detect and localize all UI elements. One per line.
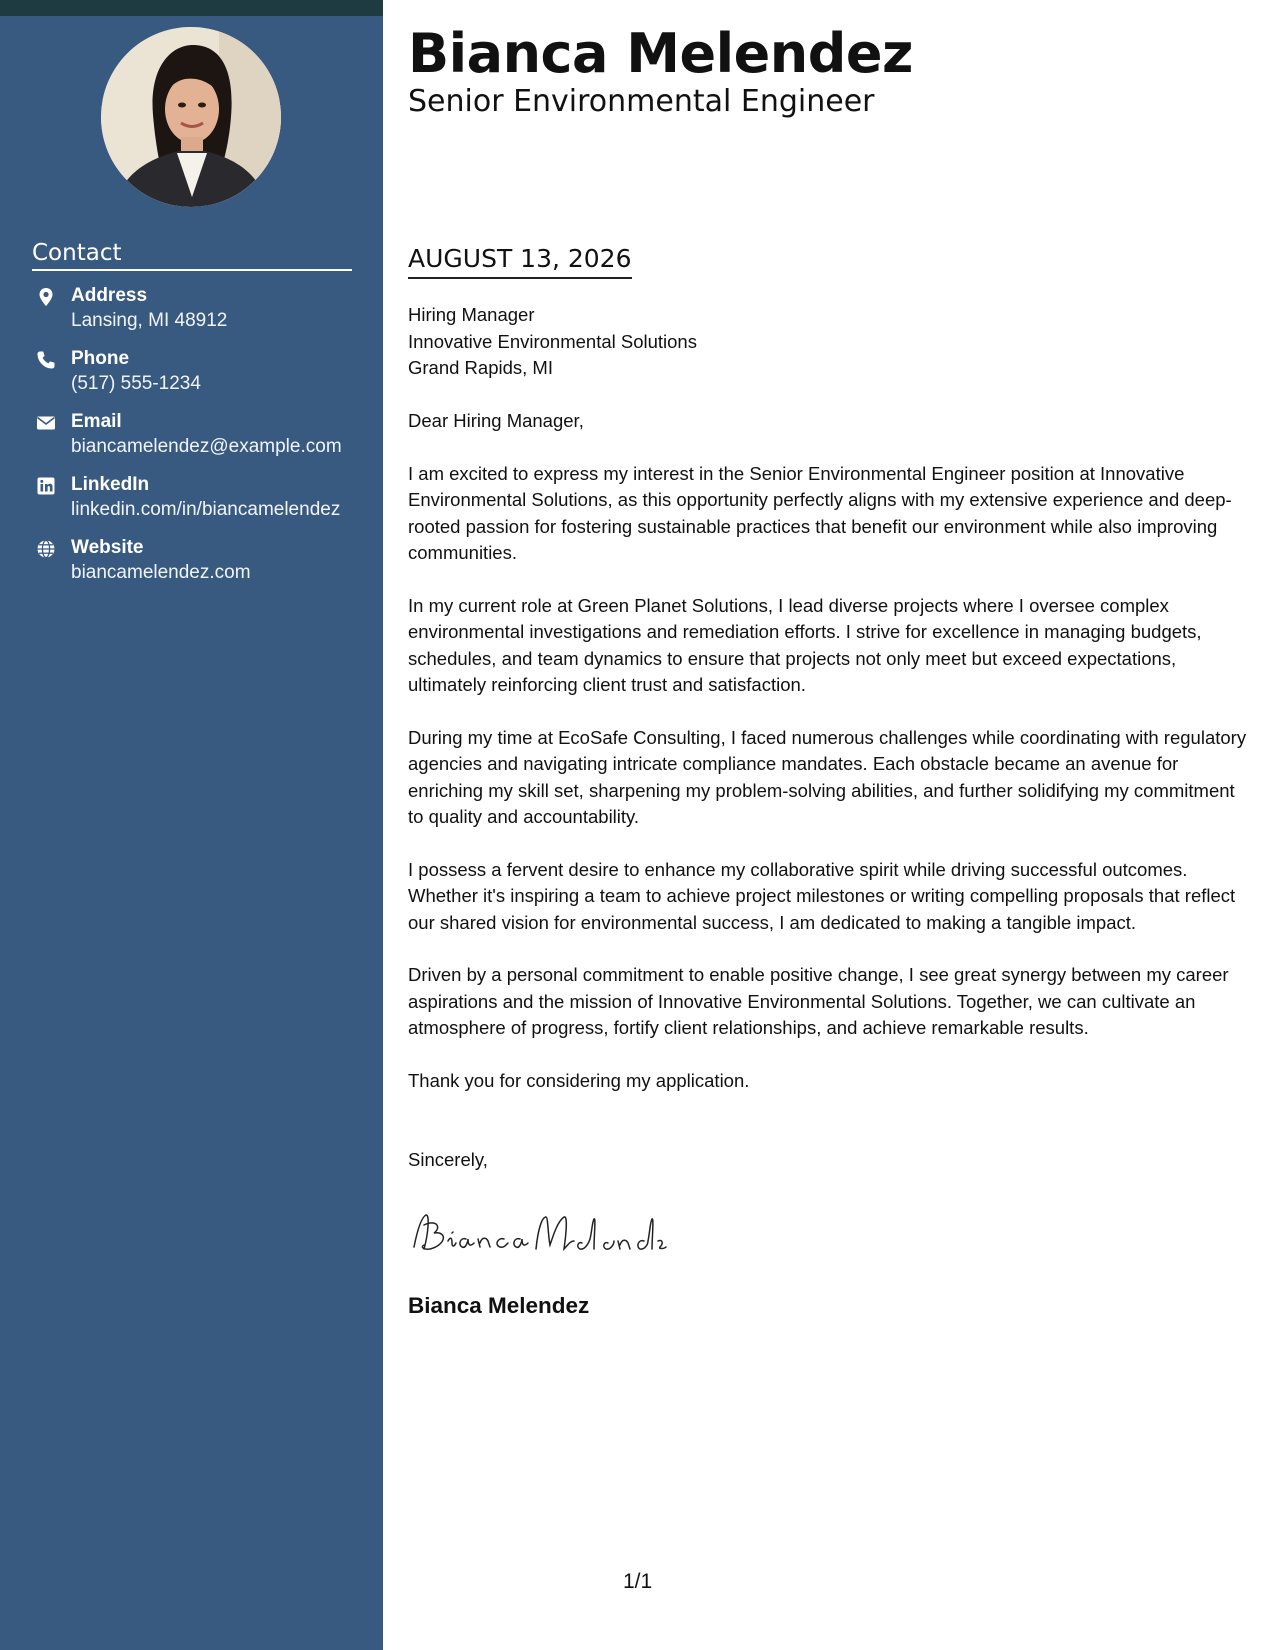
- body-paragraph: In my current role at Green Planet Solutions, I lead diverse projects where I oversee complex environmental investigations and remediation efforts. I strive for excellence in managing budgets, schedules, and team dynamics to ensure that projects not only meet but exceed expectations, ultimately reinforcing client trust and satisfaction.: [408, 594, 1202, 695]
- contact-label: Website: [71, 537, 144, 558]
- contact-list: [32, 285, 372, 600]
- contact-heading: Contact: [32, 240, 352, 271]
- salutation: Dear Hiring Manager,: [408, 410, 584, 431]
- body-paragraph: I possess a fervent desire to enhance my collaborative spirit while driving successful outcomes. Whether it's inspiring a team to achieve project milestones or writing compelling proposals that reflect our shared vision for environmental success, I am dedicated to making a tangible impact.: [408, 858, 1236, 933]
- phone-icon: [36, 350, 56, 370]
- map-pin-icon: [36, 287, 56, 307]
- contact-linkedin: [32, 474, 372, 537]
- handwritten-signature: [408, 1205, 668, 1270]
- recipient-block: [408, 302, 697, 382]
- signed-name: Bianca Melendez: [408, 1293, 590, 1318]
- contact-email: [32, 411, 372, 474]
- envelope-icon: [36, 413, 56, 433]
- letter-body: [408, 408, 1250, 1120]
- contact-address: [32, 285, 372, 348]
- sidebar-top-strip: [0, 0, 383, 16]
- website-link[interactable]: biancamelendez.com: [71, 562, 251, 583]
- phone-value[interactable]: (517) 555-1234: [71, 373, 201, 394]
- address-value: Lansing, MI 48912: [71, 310, 228, 331]
- linkedin-icon: [36, 476, 56, 496]
- body-paragraph: Driven by a personal commitment to enable positive change, I see great synergy between my career aspirations and the mission of Innovative Environmental Solutions. Together, we can cultivate an atmosphere of progress, fortify client relationships, and achieve remarkable results.: [408, 964, 1229, 1038]
- contact-label: LinkedIn: [71, 474, 150, 495]
- page-number: 1/1: [623, 1570, 653, 1593]
- recipient-company: Innovative Environmental Solutions: [408, 330, 697, 352]
- contact-label: Email: [71, 411, 122, 432]
- contact-label: Address: [71, 285, 148, 306]
- contact-website: [32, 537, 372, 600]
- body-paragraph: During my time at EcoSafe Consulting, I faced numerous challenges while coordinating with regulatory agencies and navigating intricate compliance mandates. Each obstacle became an avenue for enriching my skill set, sharpening my problem-solving abilities, and further solidifying my commitment to quality and accountability.: [408, 726, 1247, 827]
- letter-date: AUGUST 13, 2026: [408, 244, 632, 279]
- contact-label: Phone: [71, 348, 130, 369]
- contact-phone: [32, 348, 372, 411]
- profile-photo: [101, 27, 281, 207]
- email-link[interactable]: biancamelendez@example.com: [71, 436, 342, 457]
- closing: Sincerely,: [408, 1149, 488, 1170]
- recipient-name: Hiring Manager: [408, 304, 535, 325]
- applicant-name: Bianca Melendez: [408, 22, 913, 85]
- profile-photo-illustration: [101, 27, 281, 207]
- linkedin-link[interactable]: linkedin.com/in/biancamelendez: [71, 499, 341, 520]
- globe-icon: [36, 539, 56, 559]
- thank-you-line: Thank you for considering my application.: [408, 1069, 750, 1091]
- applicant-title: Senior Environmental Engineer: [408, 84, 875, 119]
- body-paragraph: I am excited to express my interest in the Senior Environmental Engineer position at Innovative Environmental Solutions, as this opportunity perfectly aligns with my extensive experience and deep-rooted passion for fostering sustainable practices that benefit our environment while also improving communities.: [408, 462, 1232, 563]
- recipient-location: Grand Rapids, MI: [408, 357, 553, 378]
- sidebar: [0, 16, 383, 1650]
